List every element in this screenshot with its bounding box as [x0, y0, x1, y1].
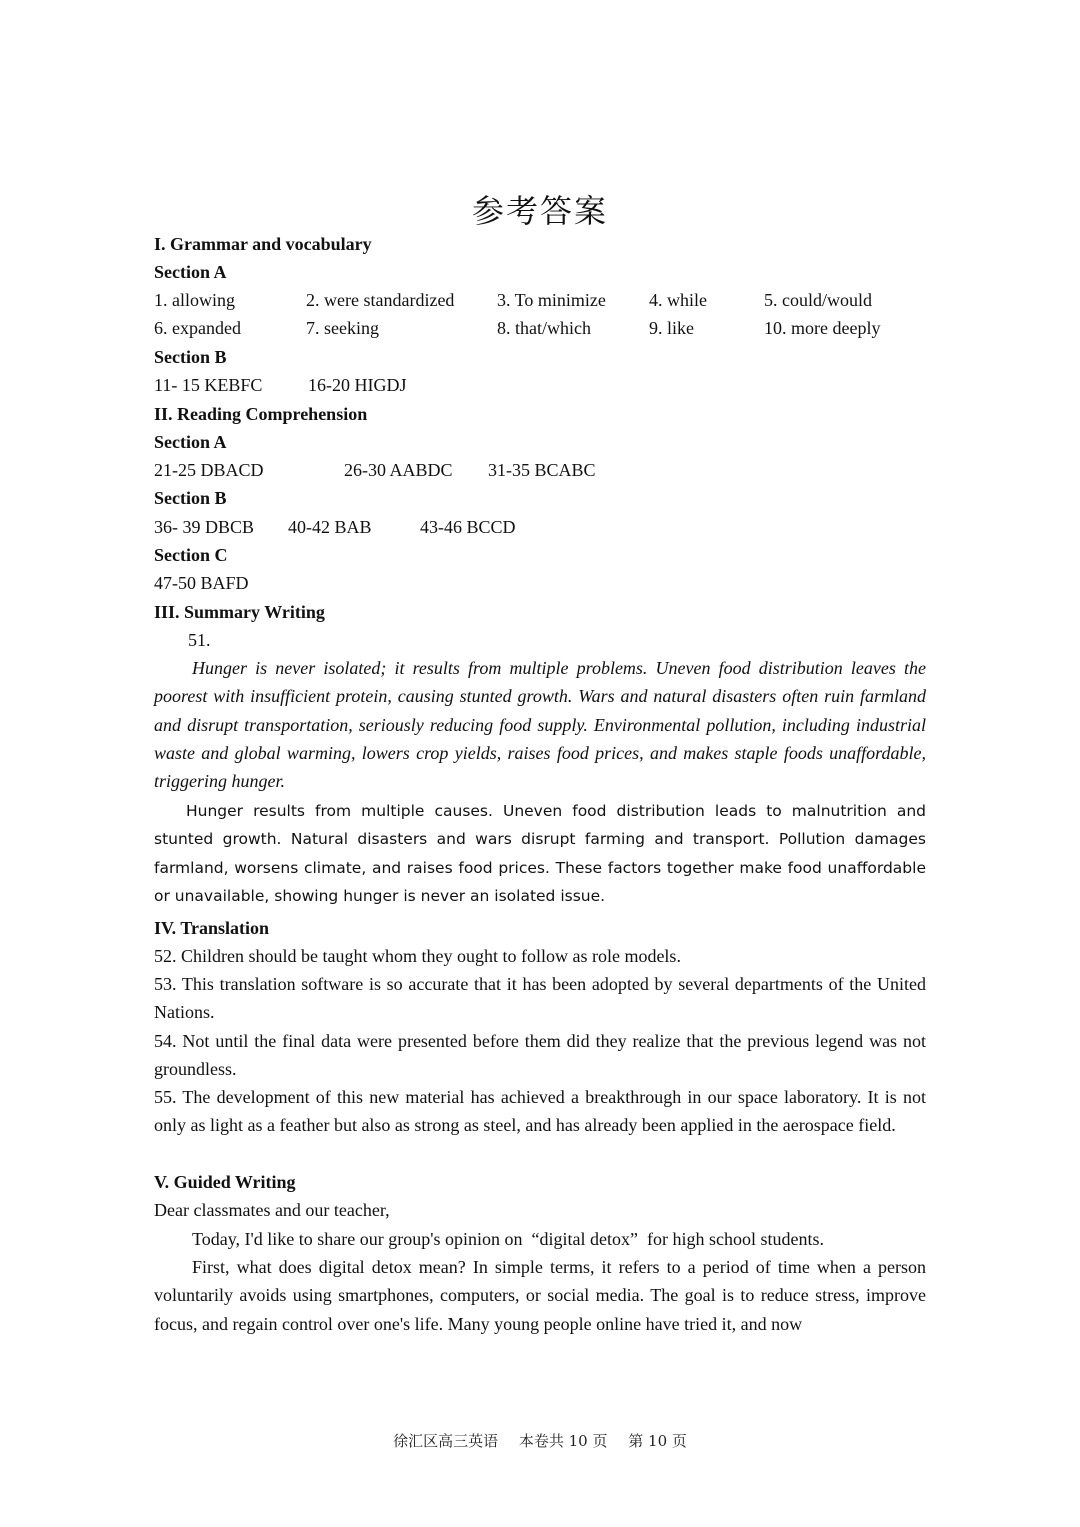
section-heading-reading: II. Reading Comprehension — [154, 404, 368, 424]
letter-greeting: Dear classmates and our teacher, — [154, 1200, 390, 1220]
footer-page-number: 第 10 页 — [628, 1432, 687, 1450]
footer-total-pages: 本卷共 10 页 — [518, 1432, 608, 1450]
answer-item: 36- 39 DBCB — [154, 517, 255, 537]
question-number: 51. — [188, 630, 211, 650]
answer-item: 1. allowing — [154, 290, 235, 310]
summary-answer-1: Hunger is never isolated; it results from multiple problems. Uneven food distribution leaves the poorest with insufficient protein, causing stunted growth. Wars and natural disasters often ruin farmland and disrupt transportation, seriously reducing food supply. Environmental pollution, including industrial waste and global warming, lowers crop yields, raises food prices, and makes staple foods unaffordable, triggering hunger. — [154, 658, 926, 792]
footer-school: 徐汇区高三英语 — [393, 1432, 499, 1450]
translation-item-55: 55. The development of this new material has achieved a breakthrough in our space laboratory. It is not only as light as a feather but also as strong as steel, and has already been applied in the aerospace field. — [154, 1087, 926, 1136]
section-heading-grammar: I. Grammar and vocabulary — [154, 234, 372, 254]
section-heading-translation: IV. Translation — [154, 918, 270, 938]
answer-row-2c: 47-50 BAFD — [154, 573, 249, 593]
translation-item-53: 53. This translation software is so accurate that it has been adopted by several departments of the United Nations. — [154, 974, 926, 1023]
answer-item: 16-20 HIGDJ — [308, 375, 407, 395]
translation-item-54: 54. Not until the final data were presented before them did they realize that the previous legend was not groundless. — [154, 1031, 926, 1080]
subsection-heading-1a: Section A — [154, 262, 227, 282]
section-heading-summary: III. Summary Writing — [154, 602, 325, 622]
translation-item-52: 52. Children should be taught whom they ought to follow as role models. — [154, 946, 681, 966]
subsection-heading-2c: Section C — [154, 545, 228, 565]
answer-item: 5. could/would — [764, 290, 872, 310]
answer-item: 8. that/which — [497, 318, 591, 338]
answer-item: 40-42 BAB — [288, 517, 372, 537]
answer-item: 6. expanded — [154, 318, 241, 338]
answer-item: 9. like — [649, 318, 694, 338]
answer-item: 4. while — [649, 290, 707, 310]
subsection-heading-2b: Section B — [154, 488, 227, 508]
answer-item: 2. were standardized — [306, 290, 455, 310]
section-heading-guided-writing: V. Guided Writing — [154, 1172, 296, 1192]
answer-item: 10. more deeply — [764, 318, 881, 338]
letter-paragraph-1: Today, I'd like to share our group's opinion on “digital detox” for high school students. — [192, 1229, 824, 1249]
answer-item: 31-35 BCABC — [488, 460, 596, 480]
answer-item: 7. seeking — [306, 318, 379, 338]
page-footer — [0, 1430, 1080, 1451]
letter-paragraph-2: First, what does digital detox mean? In simple terms, it refers to a period of time when a person voluntarily avoids using smartphones, computers, or social media. The goal is to reduce stress, improve focus, and regain control over one's life. Many young people online have tried it, and now — [154, 1257, 926, 1334]
page-title: 参考答案 — [471, 192, 608, 230]
subsection-heading-1b: Section B — [154, 347, 227, 367]
answer-item: 11- 15 KEBFC — [154, 375, 263, 395]
summary-answer-2: Hunger results from multiple causes. Uneven food distribution leads to malnutrition and stunted growth. Natural disasters and wars disrupt farming and transport. Pollution damages farmland, worsens climate, and raises food prices. These factors together make food unaffordable or unavailable, showing hunger is never an isolated issue. — [154, 802, 926, 905]
answer-item: 3. To minimize — [497, 290, 606, 310]
answer-item: 21-25 DBACD — [154, 460, 264, 480]
answer-item: 26-30 AABDC — [344, 460, 453, 480]
answer-item: 43-46 BCCD — [420, 517, 516, 537]
subsection-heading-2a: Section A — [154, 432, 227, 452]
